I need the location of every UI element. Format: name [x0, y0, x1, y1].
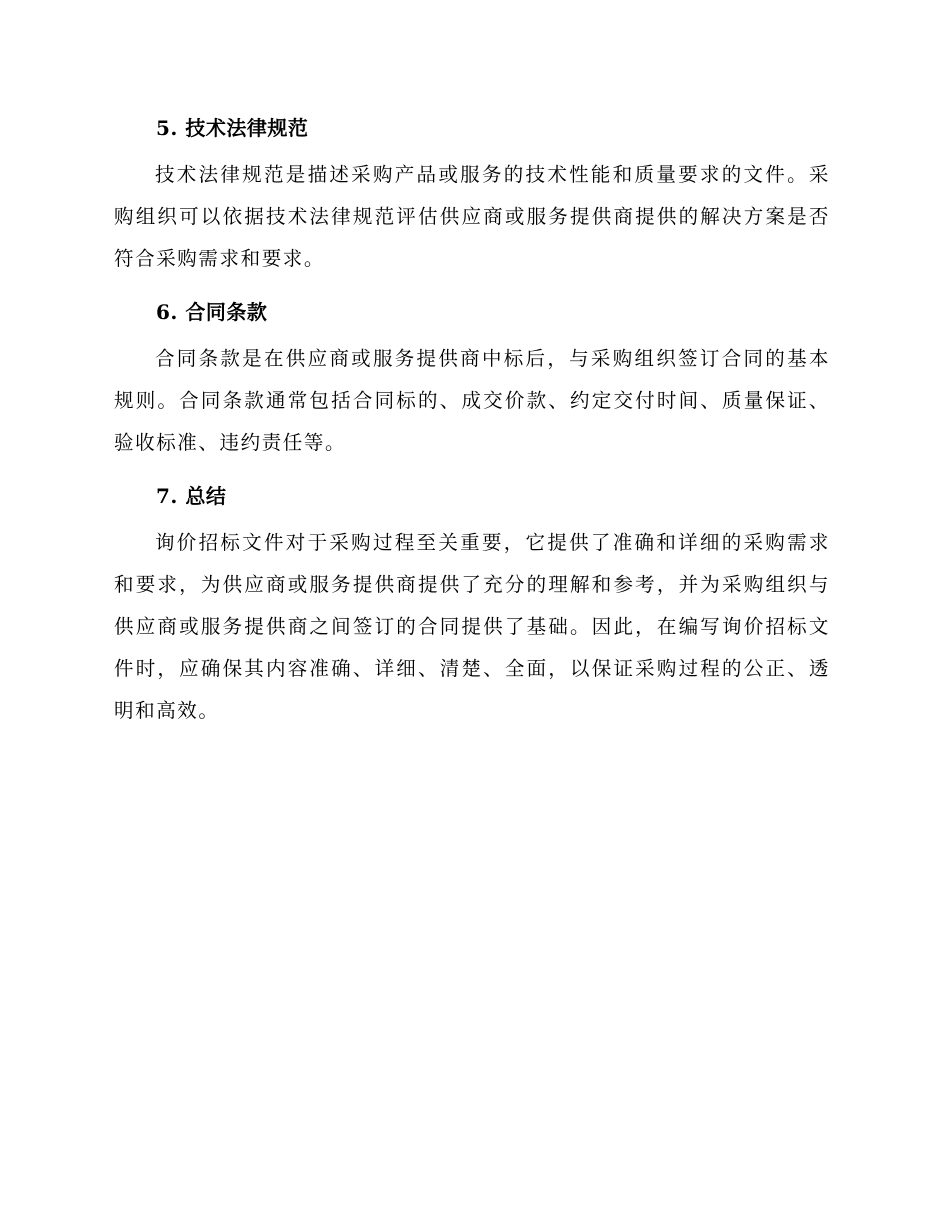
section-contract-terms — [114, 292, 830, 464]
section-heading: 5. 技术法律规范 — [156, 116, 309, 140]
section-paragraph: 询价招标文件对于采购过程至关重要，它提供了准确和详细的采购需求和要求，为供应商或服务提供商提供了充分的理解和参考，并为采购组织与供应商或服务提供商之间签订的合同提供了基础。因此，在编写询价招标文件时，应确保其内容准确、详细、清楚、全面，以保证采购过程的公正、透明和高效。 — [114, 531, 830, 722]
section-technical-legal-norms — [114, 108, 830, 280]
section-heading: 6. 合同条款 — [156, 300, 268, 324]
section-summary — [114, 476, 830, 732]
document-body — [114, 108, 830, 744]
section-heading: 7. 总结 — [156, 484, 227, 508]
section-paragraph: 合同条款是在供应商或服务提供商中标后，与采购组织签订合同的基本规则。合同条款通常包括合同标的、成交价款、约定交付时间、质量保证、验收标准、违约责任等。 — [114, 347, 830, 454]
section-paragraph: 技术法律规范是描述采购产品或服务的技术性能和质量要求的文件。采购组织可以依据技术法律规范评估供应商或服务提供商提供的解决方案是否符合采购需求和要求。 — [114, 163, 830, 270]
